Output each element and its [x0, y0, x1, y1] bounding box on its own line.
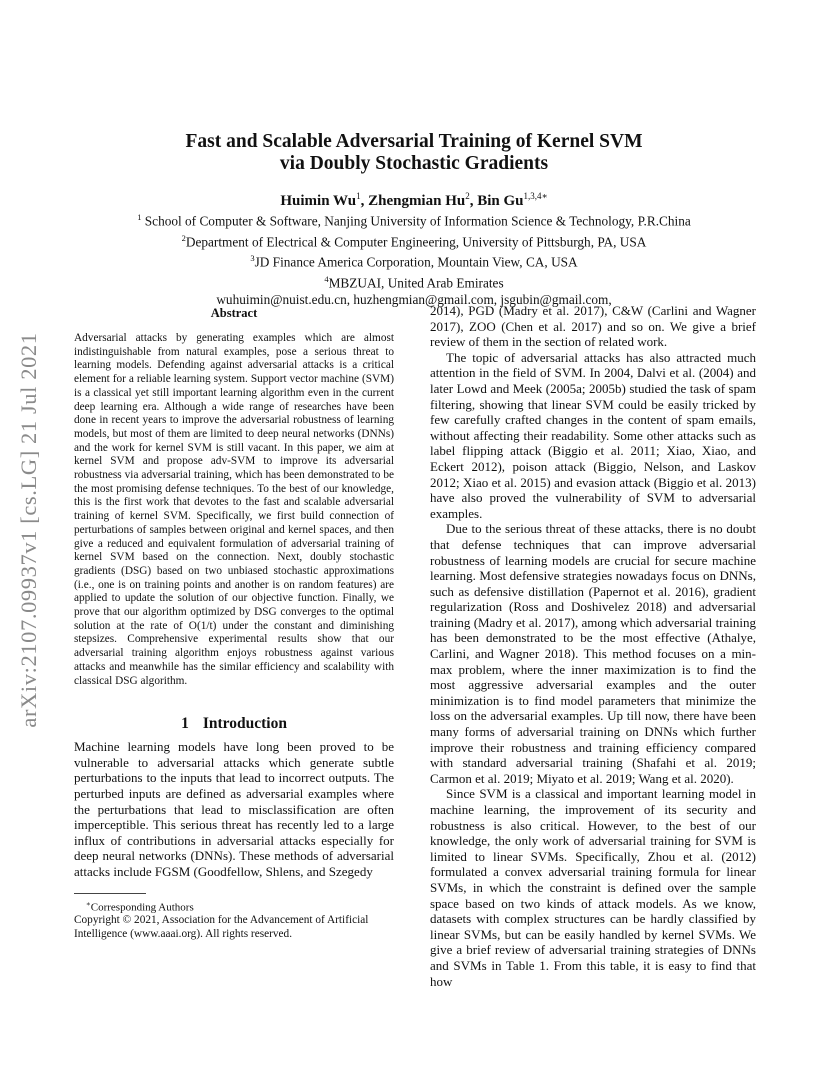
section-number: 1 — [181, 715, 189, 733]
affiliation-2: $^2$Department of Electrical & Computer Engineering, University of Pittsburgh, PA, USA — [181, 232, 647, 250]
left-column — [74, 306, 394, 941]
section-heading — [74, 715, 394, 733]
arxiv-stamp[interactable] — [12, 300, 46, 760]
right-paragraph-2: The topic of adversarial attacks has also attracted much attention in the field of SVM. In 2004, Dalvi et al. (2004) and later Lowd and Meek (2005a; 2005b) studied the task of spam filtering, showing that linear SVM could be easily tricked by few carefully crafted changes in the content of spam emails, without affecting their readability. Some other attacks such as label flipping attack (Biggio et al. 2011; Xiao, Xiao, and Eckert 2012), poison attack (Biggio, Nelson, and Laskov 2012; Xiao et al. 2015) and evasion attack (Biggio et al. 2013) have also proved the vulnerability of SVM to adversarial examples. — [430, 349, 756, 521]
right-column — [430, 303, 756, 989]
affiliation-4: $^4$MBZUAI, United Arab Emirates — [324, 273, 504, 291]
right-paragraph-3: Due to the serious threat of these attacks, there is no doubt that defense techniques that can improve adversarial robustness of learning models are crucial for secure machine learning. Most defensive strategies nowadays focus on DNNs, such as defensive distillation (Papernot et al. 2016), gradient regularization (Ross and Doshivelez 2018) and adversarial training (Madry et al. 2017), among which adversarial training has been demonstrated to be the most effective (Athalye, Carlini, and Wagner 2018). This method focuses on a min-max problem, where the inner maximization is to find the most aggressive adversarial examples and the outer minimization is to find model parameters that minimize the loss on the adversarial examples. Up till now, there have been many forms of adversarial training on DNNs which further improve their robustness and training efficiency compared with standard adversarial training (Shafahi et al. 2019; Carmon et al. 2019; Miyato et al. 2019; Wang et al. 2020). — [430, 521, 756, 786]
author: Huimin Wu$^1$, — [280, 191, 369, 209]
author-list — [74, 191, 754, 210]
intro-paragraph-1: Machine learning models have long been proved to be vulnerable to adversarial attacks which generate subtle perturbations to the inputs that lead to incorrect outputs. The perturbed inputs are defined as adversarial examples where the perturbations that lead to misclassification are often imperceptible. This serious threat has recently led to a large influx of contributions in adversarial attacks especially for deep neural networks (DNNs). These methods of adversarial attacks include FGSM (Goodfellow, Shlens, and Szegedy — [74, 739, 394, 880]
arxiv-stamp-text: arXiv:2107.09937v1 [cs.LG] 21 Jul 2021 — [16, 332, 41, 728]
author-emails: wuhuimin@nuist.edu.cn, huzhengmian@gmail.com, jsgubin@gmail.com, — [216, 291, 612, 307]
section-title: Introduction — [202, 715, 287, 733]
footnote-text: Corresponding Authors — [90, 901, 194, 914]
author: Bin $Gu^{1,3,4∗}$ — [477, 191, 548, 209]
abstract-text: Adversarial attacks by generating examples which are almost indistinguishable from natural examples, pose a serious threat to learning models. Defending against adversarial attacks is a critical element for a reliable learning system. Support vector machine (SVM) is a classical yet still important learning algorithm even in the current deep learning era. Although a wide range of researches have been done in recent years to improve the adversarial robustness of learning models, but most of them are limited to deep neural networks (DNNs) and the work for kernel SVM is still vacant. In this paper, we aim at kernel SVM and propose adv-SVM to improve its adversarial robustness via adversarial training, which has been demonstrated to be the most promising defense techniques. To the best of our knowledge, this is the first work that devotes to the fast and scalable adversarial training of kernel SVM. Specifically, we first build connection of perturbations of samples between original and kernel spaces, and then give a reduced and equivalent formulation of adversarial training of kernel SVM based on the connection. Next, doubly stochastic gradients (DSG) based on two unbiased stochastic approximations (i.e., one is on training points and another is on random features) are applied to update the solution of our objective function. Finally, we prove that our algorithm optimized by DSG converges to the optimal solution at the rate of O(1/t) under the constant and diminishing stepsizes. Comprehensive experimental results show that our adversarial training algorithm enjoys robustness against various attacks and meanwhile has the similar efficiency and scalability with classical DSG algorithm. — [74, 332, 394, 687]
affiliation-3: $^3$JD Finance America Corporation, Mountain View, CA, USA — [250, 253, 578, 270]
affiliations — [74, 209, 754, 308]
footnote-rule — [74, 893, 146, 894]
copyright-notice: Copyright © 2021, Association for the Advancement of Artificial Intelligence (www.aaai.org). All rights reserved. — [74, 914, 369, 940]
right-paragraph-4: Since SVM is a classical and important learning model in machine learning, the improvement of its security and robustness is also critical. However, to the best of our knowledge, the only work of adversarial training for SVM is limited to linear SVMs. Specifically, Zhou et al. (2012) formulated a convex adversarial training formula for linear SVMs, in which the constraint is defined over the sample space based on two kinds of attack models. As we know, datasets with complex structures can be hardly classified by linear SVMs, but can be easily handled by kernel SVMs. We give a brief review of adversarial training strategies of DNNs and SVMs in Table 1. From this table, it is easy to find that how — [430, 786, 756, 989]
footnote — [74, 898, 394, 915]
abstract-heading: Abstract — [210, 306, 258, 320]
author: Zhengmian Hu$^2$, — [368, 191, 478, 209]
footnote-mark: ∗ — [86, 899, 91, 908]
affiliation-1: $^1$ School of Computer & Software, Nanjing University of Information Science & Technology, P.R.China — [137, 212, 691, 229]
paper-title — [74, 131, 754, 175]
right-paragraph-1: 2014), PGD (Madry et al. 2017), C&W (Carlini and Wagner 2017), ZOO (Chen et al. 2017) and so on. We give a brief review of them in the section of related work. — [430, 303, 756, 350]
title-line-1: Fast and Scalable Adversarial Training of Kernel SVM — [185, 131, 643, 152]
title-line-2: via Doubly Stochastic Gradients — [279, 153, 549, 174]
